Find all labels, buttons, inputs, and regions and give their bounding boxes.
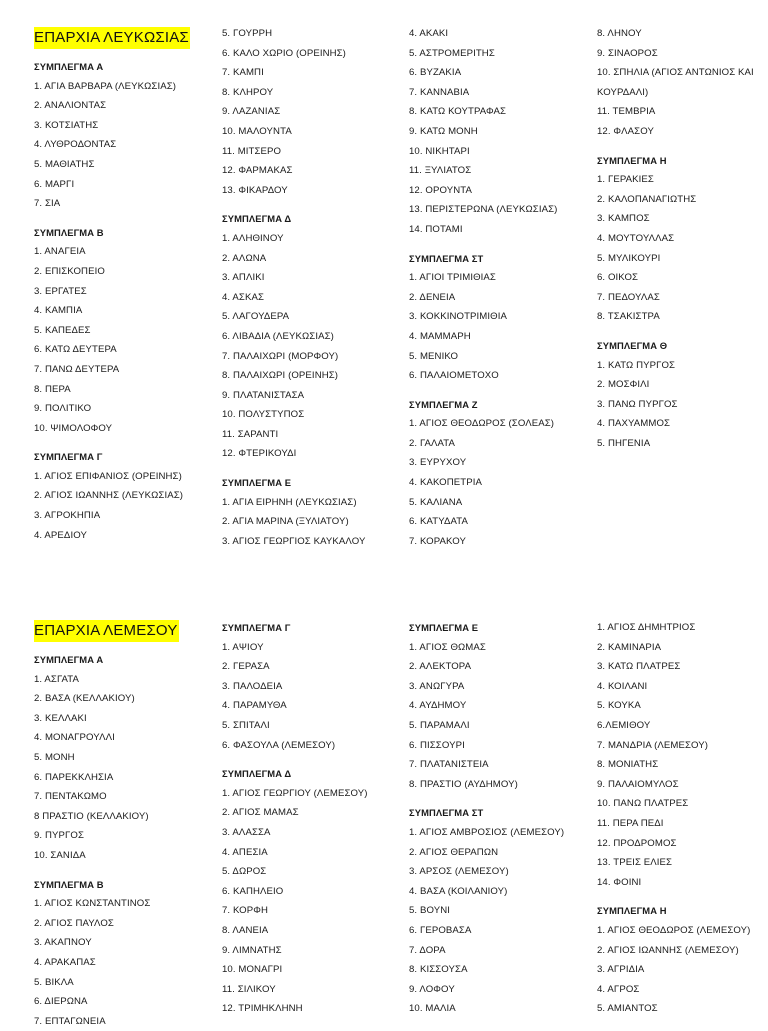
district-title: ΕΠΑΡΧΙΑ ΛΕΜΕΣΟΥ — [34, 620, 179, 642]
village-item: 2. ΒΑΣΑ (ΚΕΛΛΑΚΙΟΥ) — [34, 693, 135, 705]
village-item: 8. ΠΑΛΑΙΧΩΡΙ (ΟΡΕΙΝΗΣ) — [222, 370, 339, 382]
spacer — [222, 200, 402, 209]
village-item: 1. ΑΓΙΟΣ ΕΠΙΦΑΝΙΟΣ (ΟΡΕΙΝΗΣ) — [34, 470, 182, 482]
village-item: 6. ΚΑΛΟ ΧΩΡΙΟ (ΟΡΕΙΝΗΣ) — [222, 47, 346, 59]
village-item: 5. ΛΑΓΟΥΔΕΡΑ — [222, 311, 290, 323]
village-item: 11. ΣΙΛΙΚΟΥ — [222, 983, 276, 995]
district-title-row — [34, 27, 214, 49]
village-item: 4. ΜΑΜΜΑΡΗ — [409, 330, 471, 342]
district-title: ΕΠΑΡΧΙΑ ΛΕΥΚΩΣΙΑΣ — [34, 27, 190, 49]
village-item: 12. ΦΛΑΣΟΥ — [597, 125, 654, 137]
village-item: 3. ΑΚΑΠΝΟΥ — [34, 937, 92, 949]
village-item: 9. ΣΙΝΑΟΡΟΣ — [597, 47, 658, 59]
column — [597, 24, 768, 453]
village-item: 2. ΑΓΙΟΣ ΙΩΑΝΝΗΣ (ΛΕΜΕΣΟΥ) — [597, 944, 739, 956]
village-item: 9. ΠΛΑΤΑΝΙΣΤΑΣΑ — [222, 389, 305, 401]
village-item: 6. ΛΙΒΑΔΙΑ (ΛΕΥΚΩΣΙΑΣ) — [222, 330, 334, 342]
village-item: 13. ΠΕΡΙΣΤΕΡΩΝΑ (ΛΕΥΚΩΣΙΑΣ) — [409, 204, 558, 216]
village-item: 7. ΚΑΜΠΙ — [222, 67, 264, 79]
village-item: 6. ΜΑΡΓΙ — [34, 178, 75, 190]
spacer — [34, 438, 214, 447]
village-item: 4. ΚΟΙΛΑΝΙ — [597, 680, 648, 692]
village-item: 3. ΑΝΩΓΥΡΑ — [409, 680, 465, 692]
village-item: 5. ΜΟΝΗ — [34, 751, 75, 763]
village-item: 7. ΠΑΝΩ ΔΕΥΤΕΡΑ — [34, 363, 120, 375]
column — [409, 24, 589, 551]
village-item: 7. ΜΑΝΔΡΙΑ (ΛΕΜΕΣΟΥ) — [597, 739, 709, 751]
village-item: 14. ΦΟΙΝΙ — [597, 876, 642, 888]
village-item: 10. ΠΑΝΩ ΠΛΑΤΡΕΣ — [597, 798, 689, 810]
village-item: 10. ΝΙΚΗΤΑΡΙ — [409, 145, 470, 157]
village-item: 8. ΜΟΝΙΑΤΗΣ — [597, 759, 659, 771]
village-item: 6. ΠΙΣΣΟΥΡΙ — [409, 739, 465, 751]
village-item: ΚΟΥΡΔΑΛΙ) — [597, 86, 649, 98]
village-item: 4. ΠΑΧΥΑΜΜΟΣ — [597, 418, 671, 430]
village-item: 3. ΚΕΛΛΑΚΙ — [34, 712, 87, 724]
village-item: 6. ΚΑΤΩ ΔΕΥΤΕΡΑ — [34, 344, 117, 356]
village-item: 4. ΑΠΕΣΙΑ — [222, 846, 268, 858]
village-item: 11. ΠΕΡΑ ΠΕΔΙ — [597, 817, 664, 829]
village-item: 2. ΑΓΙΟΣ ΘΕΡΑΠΩΝ — [409, 846, 499, 858]
village-item: 3. ΑΓΡΙΔΙΑ — [597, 964, 645, 976]
village-item: 7. ΚΟΡΦΗ — [222, 905, 269, 917]
village-item: 2. ΓΑΛΑΤΑ — [409, 437, 456, 449]
group-heading: ΣΥΜΠΛΕΓΜΑ Ε — [222, 477, 292, 489]
village-item: 1. ΚΑΤΩ ΠΥΡΓΟΣ — [597, 359, 676, 371]
village-item: 6. ΓΕΡΟΒΑΣΑ — [409, 924, 472, 936]
village-item: 3. ΑΡΣΟΣ (ΛΕΜΕΣΟΥ) — [409, 866, 509, 878]
village-item: 10. ΜΑΛΟΥΝΤΑ — [222, 125, 292, 137]
village-item: 6. ΠΑΡΕΚΚΛΗΣΙΑ — [34, 771, 114, 783]
group-heading: ΣΥΜΠΛΕΓΜΑ Θ — [597, 339, 668, 351]
village-item: 8. ΚΙΣΣΟΥΣΑ — [409, 964, 468, 976]
village-item: 4. ΑΥΔΗΜΟΥ — [409, 700, 467, 712]
village-item: 3. ΑΓΡΟΚΗΠΙΑ — [34, 510, 101, 522]
village-item: 10. ΨΙΜΟΛΟΦΟΥ — [34, 422, 113, 434]
village-item: 11. ΞΥΛΙΑΤΟΣ — [409, 165, 472, 177]
group-heading: ΣΥΜΠΛΕΓΜΑ Δ — [222, 768, 292, 780]
village-item: 1. ΓΕΡΑΚΙΕΣ — [597, 174, 654, 186]
village-item: 1. ΑΓΙΟΣ ΘΩΜΑΣ — [409, 641, 486, 653]
village-item: 12. ΤΡΙΜΗΚΛΗΝΗ — [222, 1003, 303, 1015]
village-item: 2. ΑΛΩΝΑ — [222, 252, 267, 264]
village-item: 8. ΛΗΝΟΥ — [597, 28, 642, 39]
village-item: 2. ΓΕΡΑΣΑ — [222, 661, 270, 673]
village-item: 1. ΑΓΙΟΣ ΘΕΟΔΩΡΟΣ (ΛΕΜΕΣΟΥ) — [597, 924, 751, 936]
village-item: 9. ΠΟΛΙΤΙΚΟ — [34, 403, 92, 415]
column — [222, 618, 402, 1019]
village-item: 12. ΟΡΟΥΝΤΑ — [409, 184, 472, 196]
village-item: 7. ΚΑΝΝΑΒΙΑ — [409, 86, 470, 98]
village-item: 7. ΕΠΤΑΓΩΝΕΙΑ — [34, 1015, 106, 1027]
group-heading: ΣΥΜΠΛΕΓΜΑ Β — [34, 226, 104, 238]
village-item: 3. ΚΟΚΚΙΝΟΤΡΙΜΙΘΙΑ — [409, 311, 507, 323]
village-item: 9. ΛΑΖΑΝΙΑΣ — [222, 106, 281, 118]
village-item: 2. ΑΓΙΟΣ ΜΑΜΑΣ — [222, 807, 299, 819]
village-item: 2. ΜΟΣΦΙΛΙ — [597, 379, 650, 391]
column — [34, 620, 214, 1031]
village-item: 3. ΕΡΓΑΤΕΣ — [34, 285, 87, 297]
village-item: 4. ΑΣΚΑΣ — [222, 291, 264, 303]
village-item: 4. ΜΟΝΑΓΡΟΥΛΛΙ — [34, 732, 115, 744]
village-item: 8. ΤΣΑΚΙΣΤΡΑ — [597, 311, 660, 323]
village-item: 5. ΠΗΓΕΝΙΑ — [597, 437, 651, 449]
village-item: 11. ΜΙΤΣΕΡΟ — [222, 145, 282, 157]
village-item: 2. ΔΕΝΕΙΑ — [409, 291, 456, 303]
village-item: 3. ΑΠΛΙΚΙ — [222, 272, 265, 284]
village-item: 9. ΠΑΛΑΙΟΜΥΛΟΣ — [597, 778, 679, 790]
group-heading: ΣΥΜΠΛΕΓΜΑ Η — [597, 154, 667, 166]
village-item: 3. ΑΛΑΣΣΑ — [222, 826, 271, 838]
spacer — [409, 240, 589, 249]
group-heading: ΣΥΜΠΛΕΓΜΑ ΣΤ — [409, 807, 484, 819]
village-item: 1. ΑΣΓΑΤΑ — [34, 673, 80, 685]
group-heading: ΣΥΜΠΛΕΓΜΑ Α — [34, 654, 104, 665]
village-item: 7. ΔΟΡΑ — [409, 944, 446, 956]
village-item: 1. ΑΛΗΘΙΝΟΥ — [222, 232, 284, 244]
village-item: 3. ΚΑΜΠΟΣ — [597, 213, 650, 225]
village-item: 7. ΠΕΝΤΑΚΩΜΟ — [34, 791, 107, 803]
spacer — [222, 755, 402, 764]
village-item: 5. ΜΑΘΙΑΤΗΣ — [34, 158, 95, 170]
group-heading: ΣΥΜΠΛΕΓΜΑ ΣΤ — [409, 252, 484, 264]
village-item: 6. ΠΑΛΑΙΟΜΕΤΟΧΟ — [409, 370, 499, 382]
village-item: 12. ΠΡΟΔΡΟΜΟΣ — [597, 837, 677, 849]
village-item: 1. ΑΓΙΟΣ ΘΕΟΔΩΡΟΣ (ΣΟΛΕΑΣ) — [409, 418, 555, 430]
spacer — [409, 794, 589, 803]
village-item: 8. ΠΡΑΣΤΙΟ (ΑΥΔΗΜΟΥ) — [409, 778, 518, 790]
village-item: 3. ΠΑΛΟΔΕΙΑ — [222, 680, 283, 692]
village-item: 2. ΑΛΕΚΤΟΡΑ — [409, 661, 472, 673]
column — [597, 618, 768, 1019]
column — [34, 27, 214, 545]
group-heading: ΣΥΜΠΛΕΓΜΑ Γ — [222, 622, 291, 633]
village-item: 5. ΜΕΝΙΚΟ — [409, 350, 459, 362]
group-heading: ΣΥΜΠΛΕΓΜΑ Γ — [34, 451, 103, 463]
village-item: 13. ΤΡΕΙΣ ΕΛΙΕΣ — [597, 857, 673, 869]
group-heading: ΣΥΜΠΛΕΓΜΑ Ζ — [409, 398, 478, 410]
village-item: 2. ΚΑΛΟΠΑΝΑΓΙΩΤΗΣ — [597, 193, 697, 205]
spacer — [597, 327, 768, 336]
village-item: 3. ΑΓΙΟΣ ΓΕΩΡΓΙΟΣ ΚΑΥΚΑΛΟΥ — [222, 535, 366, 547]
village-item: 3. ΠΑΝΩ ΠΥΡΓΟΣ — [597, 398, 678, 410]
village-item: 2. ΕΠΙΣΚΟΠΕΙΟ — [34, 265, 105, 277]
district-title-row — [34, 620, 214, 642]
village-item: 4. ΚΑΜΠΙΑ — [34, 305, 83, 317]
village-item: 6. ΚΑΠΗΛΕΙΟ — [222, 885, 284, 897]
village-item: 1. ΑΓΙΟΣ ΚΩΝΣΤΑΝΤΙΝΟΣ — [34, 898, 151, 910]
village-item: 2. ΑΓΙΟΣ ΙΩΑΝΝΗΣ (ΛΕΥΚΩΣΙΑΣ) — [34, 490, 184, 502]
column — [409, 618, 589, 1019]
group-heading: ΣΥΜΠΛΕΓΜΑ Δ — [222, 213, 292, 225]
village-item: 6. ΚΑΤΥΔΑΤΑ — [409, 516, 469, 528]
village-item: 4. ΒΑΣΑ (ΚΟΙΛΑΝΙΟΥ) — [409, 885, 508, 897]
village-item: 7. ΠΑΛΑΙΧΩΡΙ (ΜΟΡΦΟΥ) — [222, 350, 339, 362]
village-item: 5. ΑΜΙΑΝΤΟΣ — [597, 1003, 658, 1015]
village-item: 12. ΦΤΕΡΙΚΟΥΔΙ — [222, 448, 297, 460]
village-item: 6. ΒΥΖΑΚΙΑ — [409, 67, 462, 79]
village-item: 8. ΠΕΡΑ — [34, 383, 71, 395]
village-item: 1. ΑΓΙΟΙ ΤΡΙΜΙΘΙΑΣ — [409, 272, 496, 284]
village-item: 5. ΜΥΛΙΚΟΥΡΙ — [597, 252, 661, 264]
village-item: 3. ΚΑΤΩ ΠΛΑΤΡΕΣ — [597, 661, 681, 673]
village-item: 5. ΓΟΥΡΡΗ — [222, 28, 273, 39]
village-item: 9. ΠΥΡΓΟΣ — [34, 830, 84, 842]
village-item: 4. ΠΑΡΑΜΥΘΑ — [222, 700, 287, 712]
village-item: 9. ΛΙΜΝΑΤΗΣ — [222, 944, 282, 956]
village-item: 4. ΜΟΥΤΟΥΛΛΑΣ — [597, 232, 675, 244]
village-item: 5. ΚΟΥΚΑ — [597, 700, 641, 712]
village-item: 10. ΠΟΛΥΣΤΥΠΟΣ — [222, 409, 305, 421]
village-item: 2. ΑΓΙΟΣ ΠΑΥΛΟΣ — [34, 917, 114, 929]
village-item: 10. ΜΑΛΙΑ — [409, 1003, 456, 1015]
village-item: 5. ΚΑΠΕΔΕΣ — [34, 324, 91, 336]
village-item: 10. ΣΠΗΛΙΑ (ΑΓΙΟΣ ΑΝΤΩΝΙΟΣ ΚΑΙ — [597, 67, 754, 79]
village-item: 1. ΑΓΙΑ ΒΑΡΒΑΡΑ (ΛΕΥΚΩΣΙΑΣ) — [34, 80, 177, 92]
village-item: 5. ΚΑΛΙΑΝΑ — [409, 496, 463, 508]
village-item: 1. ΑΓΙΑ ΕΙΡΗΝΗ (ΛΕΥΚΩΣΙΑΣ) — [222, 496, 357, 508]
village-item: 4. ΑΓΡΟΣ — [597, 983, 640, 995]
village-item: 5. ΠΑΡΑΜΑΛΙ — [409, 719, 470, 731]
village-item: 9. ΚΑΤΩ ΜΟΝΗ — [409, 125, 478, 137]
village-item: 7. ΣΙΑ — [34, 198, 61, 210]
village-item: 1. ΑΨΙΟΥ — [222, 641, 264, 653]
group-heading: ΣΥΜΠΛΕΓΜΑ Β — [34, 878, 104, 890]
village-item: 7. ΠΛΑΤΑΝΙΣΤΕΙΑ — [409, 759, 489, 771]
village-item: 11. ΤΕΜΒΡΙΑ — [597, 106, 656, 118]
village-item: 1. ΑΓΙΟΣ ΓΕΩΡΓΙΟΥ (ΛΕΜΕΣΟΥ) — [222, 787, 368, 799]
village-item: 4. ΑΡΑΚΑΠΑΣ — [34, 956, 96, 968]
spacer — [34, 214, 214, 223]
spacer — [409, 386, 589, 395]
village-item: 1. ΑΝΑΓΕΙΑ — [34, 246, 86, 258]
village-item: 4. ΚΑΚΟΠΕΤΡΙΑ — [409, 477, 482, 489]
column — [222, 24, 402, 551]
spacer — [597, 892, 768, 901]
group-heading: ΣΥΜΠΛΕΓΜΑ Η — [597, 905, 667, 917]
spacer — [34, 866, 214, 875]
village-item: 9. ΛΟΦΟΥ — [409, 983, 455, 995]
group-heading: ΣΥΜΠΛΕΓΜΑ Α — [34, 61, 104, 72]
village-item: 10. ΣΑΝΙΔΑ — [34, 849, 86, 861]
village-item: 13. ΦΙΚΑΡΔΟΥ — [222, 184, 288, 196]
village-item: 8. ΚΑΤΩ ΚΟΥΤΡΑΦΑΣ — [409, 106, 507, 118]
village-item: 5. ΑΣΤΡΟΜΕΡΙΤΗΣ — [409, 47, 495, 59]
village-item: 3. ΚΟΤΣΙΑΤΗΣ — [34, 119, 99, 131]
spacer — [597, 142, 768, 151]
village-item: 8. ΚΛΗΡΟΥ — [222, 86, 274, 98]
village-item: 11. ΣΑΡΑΝΤΙ — [222, 428, 279, 440]
village-item: 5. ΒΙΚΛΑ — [34, 976, 74, 988]
village-item: 6. ΟΙΚΟΣ — [597, 272, 639, 284]
village-item: 2. ΑΓΙΑ ΜΑΡΙΝΑ (ΞΥΛΙΑΤΟΥ) — [222, 516, 349, 528]
spacer — [222, 464, 402, 473]
village-item: 5. ΔΩΡΟΣ — [222, 866, 267, 878]
village-item: 2. ΑΝΑΛΙΟΝΤΑΣ — [34, 100, 107, 112]
village-item: 7. ΚΟΡΑΚΟΥ — [409, 535, 466, 547]
village-item: 5. ΣΠΙΤΑΛΙ — [222, 719, 270, 731]
village-item: 6. ΔΙΕΡΩΝΑ — [34, 996, 88, 1008]
group-heading: ΣΥΜΠΛΕΓΜΑ Ε — [409, 622, 479, 633]
village-item: 2. ΚΑΜΙΝΑΡΙΑ — [597, 641, 662, 653]
village-item: 5. ΒΟΥΝΙ — [409, 905, 451, 917]
village-item: 6.ΛΕΜΙΘΟΥ — [597, 719, 651, 731]
village-item: 8 ΠΡΑΣΤΙΟ (ΚΕΛΛΑΚΙΟΥ) — [34, 810, 149, 822]
village-item: 3. ΕΥΡΥΧΟΥ — [409, 457, 467, 469]
village-item: 1. ΑΓΙΟΣ ΑΜΒΡΟΣΙΟΣ (ΛΕΜΕΣΟΥ) — [409, 826, 565, 838]
village-item: 8. ΛΑΝΕΙΑ — [222, 924, 269, 936]
village-item: 12. ΦΑΡΜΑΚΑΣ — [222, 165, 293, 177]
village-item: 4. ΑΚΑΚΙ — [409, 28, 449, 39]
village-item: 14. ΠΟΤΑΜΙ — [409, 223, 463, 235]
village-item: 1. ΑΓΙΟΣ ΔΗΜΗΤΡΙΟΣ — [597, 622, 696, 633]
village-item: 7. ΠΕΔΟΥΛΑΣ — [597, 291, 660, 303]
village-item: 6. ΦΑΣΟΥΛΑ (ΛΕΜΕΣΟΥ) — [222, 739, 336, 751]
village-item: 10. ΜΟΝΑΓΡΙ — [222, 964, 283, 976]
village-item: 4. ΑΡΕΔΙΟΥ — [34, 529, 87, 541]
village-item: 4. ΛΥΘΡΟΔΟΝΤΑΣ — [34, 139, 117, 151]
